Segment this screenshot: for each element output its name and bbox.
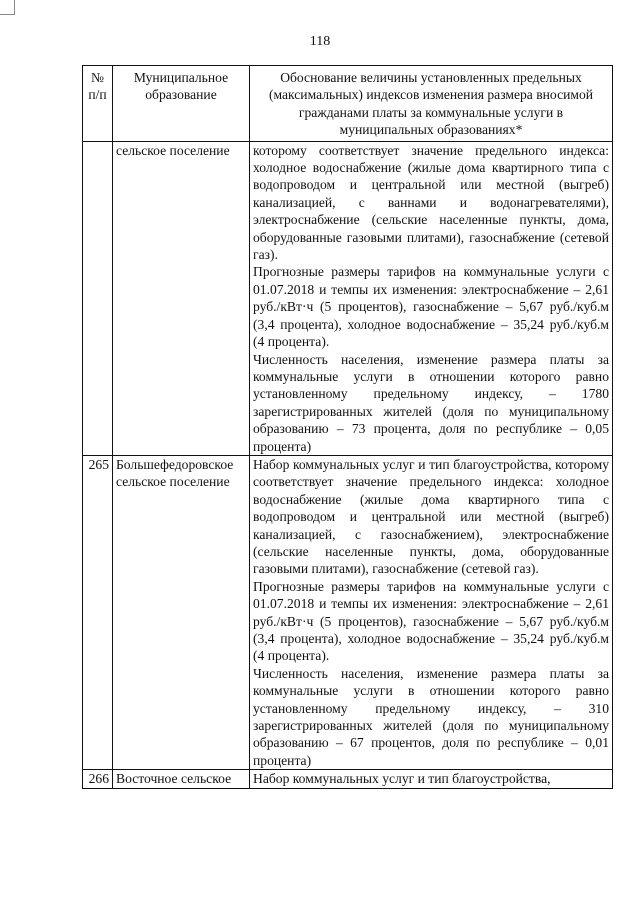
justification-paragraph: Прогнозные размеры тарифов на коммунальные услуги с 01.07.2018 и темпы их изменения: электроснабжение – 2,61 руб./кВт·ч (5 процентов), газоснабжение – 5,67 руб./куб.м (3,4 процента), холодное водоснабжение – 35,24 руб./куб.м (4 процента). [253, 578, 609, 664]
header-justification: Обоснование величины установленных предельных (максимальных) индексов изменения размера вносимой гражданами платы за коммунальные услуги в муниципальных образованиях* [250, 66, 613, 142]
justification-paragraph: Численность населения, изменение размера платы за коммунальные услуги в отношении которого равно установленному предельному индексу, – 1780 зарегистрированных жителей (доля по муниципальному образованию – 73 процента, доля по республике – 0,05 процента) [253, 351, 609, 454]
header-number: № п/п [83, 66, 113, 142]
table-header-row [83, 66, 613, 142]
justification-cell [250, 455, 613, 769]
justification-paragraph: Набор коммунальных услуг и тип благоустройства, которому соответствует значение предельного индекса: холодное водоснабжение (жилые дома квартирного типа с водопроводом и центральной или местной (выгреб) канализацией, с газоснабжением), электроснабжение (сельские населенные пункты, дома, оборудованные газовыми плитами), газоснабжение (сетевой газ). [253, 456, 609, 577]
municipality-name: Восточное сельское [113, 770, 250, 788]
table-row [83, 770, 613, 788]
row-number [83, 141, 113, 455]
municipality-name: Большефедоровское сельское поселение [113, 455, 250, 769]
table-row [83, 455, 613, 769]
municipal-index-table [82, 65, 613, 789]
justification-paragraph: Численность населения, изменение размера платы за коммунальные услуги в отношении которого равно установленному предельному индексу, – 310 зарегистрированных жителей (доля по муниципальному образованию – 67 процентов, доля по республике – 0,01 процента) [253, 665, 609, 768]
justification-paragraph: Прогнозные размеры тарифов на коммунальные услуги с 01.07.2018 и темпы их изменения: электроснабжение – 2,61 руб./кВт·ч (5 процентов), газоснабжение – 5,67 руб./куб.м (3,4 процента), холодное водоснабжение – 35,24 руб./куб.м (4 процента). [253, 264, 609, 350]
header-municipality: Муниципальное образование [113, 66, 250, 142]
justification-paragraph: которому соответствует значение предельного индекса: холодное водоснабжение (жилые дома квартирного типа с водопроводом и центральной или местной (выгреб) канализацией, с ваннами и водонагревателями), электроснабжение (сельские населенные пункты, дома, оборудованные газовыми плитами), газоснабжение (сетевой газ). [253, 142, 609, 263]
row-number: 266 [83, 770, 113, 788]
justification-cell [250, 141, 613, 455]
table-row [83, 141, 613, 455]
row-number: 265 [83, 455, 113, 769]
page-number: 118 [309, 34, 331, 49]
justification-cell [250, 770, 613, 788]
justification-paragraph: Набор коммунальных услуг и тип благоустройства, [253, 771, 551, 787]
scan-corner-mark [0, 0, 15, 15]
municipality-name: сельское поселение [113, 141, 250, 455]
